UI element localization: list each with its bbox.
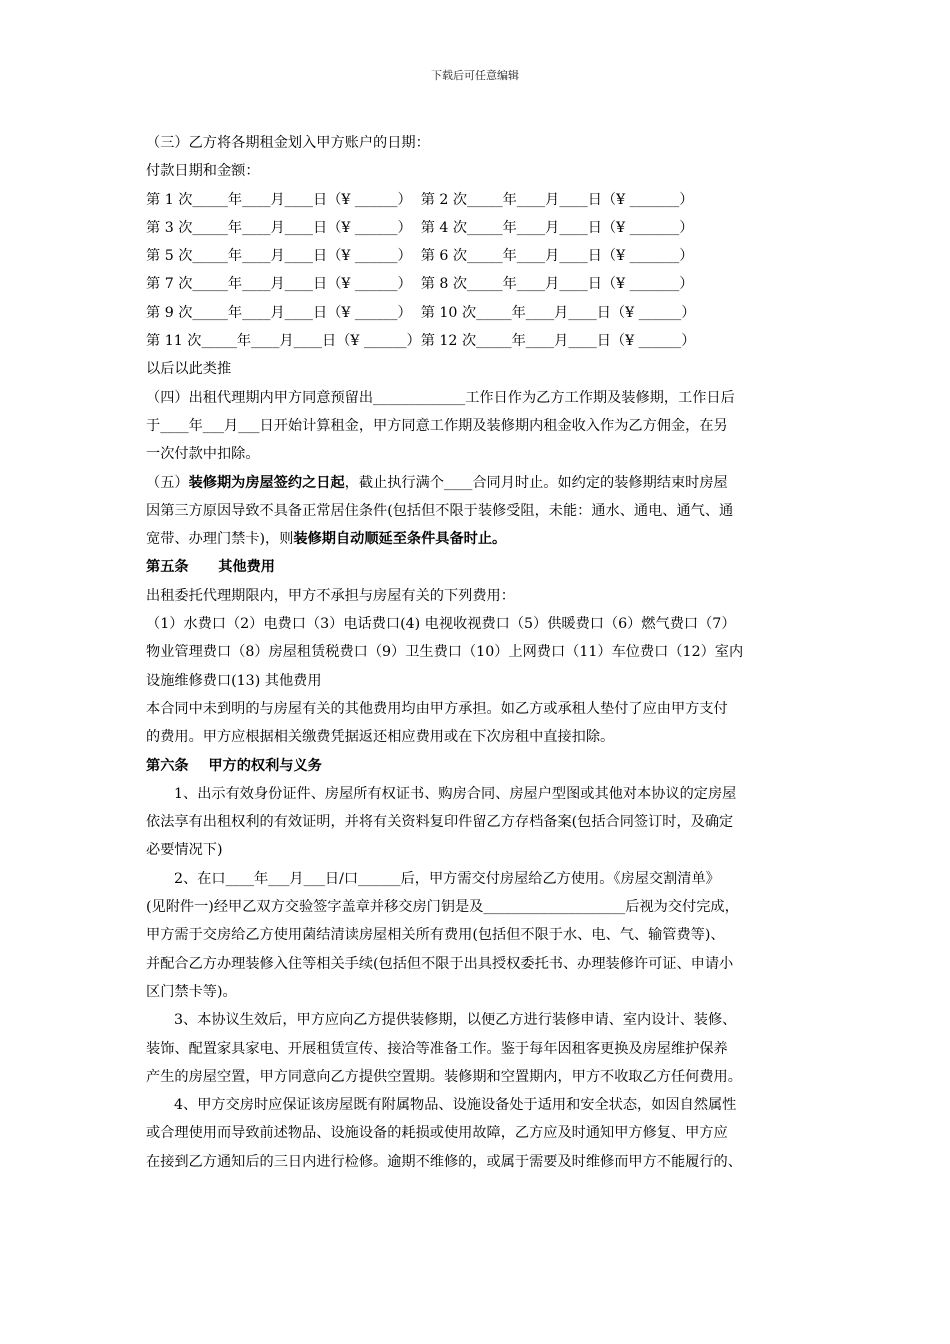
text-line: （1）水费口（2）电费口（3）电话费口(4) 电视收视费口（5）供暖费口（6）燃气费口（7） bbox=[146, 616, 736, 633]
clause-5-prefix: （五） bbox=[146, 474, 189, 491]
clause-5-rest: ，截止执行满个____合同月时止。如约定的装修期结束时房屋 bbox=[344, 474, 728, 491]
text-line: 4、甲方交房时应保证该房屋既有附属物品、设施设备处于适用和安全状态，如因自然属性 bbox=[174, 1097, 737, 1114]
text-line: 并配合乙方办理装修入住等相关手续(包括但不限于出具授权委托书、办理装修许可证、申请小 bbox=[146, 955, 734, 972]
text-line: （三）乙方将各期租金划入甲方账户的日期： bbox=[146, 135, 430, 151]
article-5-heading: 第五条 其他费用 bbox=[146, 559, 275, 576]
page-header: 下载后可任意编辑 bbox=[431, 69, 519, 82]
clause-5-line-3 bbox=[146, 525, 826, 553]
text-line: 甲方需于交房给乙方使用菌结清读房屋相关所有费用(包括但不限于水、电、气、输管费等)、 bbox=[146, 927, 725, 944]
text-line: 付款日期和金额： bbox=[146, 163, 260, 180]
payment-row: 第 3 次_____年____月____日（¥ ______） 第 4 次_____年____月____日（¥ _______） bbox=[146, 219, 694, 236]
text-line: 3、本协议生效后，甲方应向乙方提供装修期，以便乙方进行装修申请、室内设计、装修、 bbox=[174, 1012, 737, 1029]
clause-5-bold: 装修期为房屋签约之日起 bbox=[188, 474, 345, 491]
text-line: 以后以此类推 bbox=[146, 361, 232, 378]
text-line: 的费用。甲方应根据相关缴费凭据返还相应费用或在下次房租中直接扣除。 bbox=[146, 729, 615, 746]
payment-row: 第 11 次_____年____月____日（¥ ______）第 12 次_____年____月____日（¥ ______） bbox=[146, 333, 696, 350]
text-line: 一次付款中扣除。 bbox=[146, 446, 260, 463]
text-line: 必要情况下) bbox=[146, 842, 223, 859]
text-line: 物业管理费口（8）房屋租赁税费口（9）卫生费口（10）上网费口（11）车位费口（12）室内 bbox=[146, 644, 744, 661]
payment-row: 第 1 次_____年____月____日（¥ ______） 第 2 次_____年____月____日（¥ _______） bbox=[146, 191, 694, 208]
text-line: 依法享有出租权利的有效证明，并将有关资料复印件留乙方存档备案(包括合同签订时，及确定 bbox=[146, 814, 734, 831]
text-line: 1、出示有效身份证件、房屋所有权证书、购房合同、房屋户型图或其他对本协议的定房屋 bbox=[174, 785, 737, 802]
text-line: 区门禁卡等)。 bbox=[146, 983, 237, 1000]
document-body bbox=[146, 129, 826, 1176]
text-line: 产生的房屋空置，甲方同意向乙方提供空置期。装修期和空置期内，甲方不收取乙方任何费用。 bbox=[146, 1068, 742, 1085]
text-line: 或合理使用而导致前述物品、设施设备的耗损或使用故障，乙方应及时通知甲方修复、甲方应 bbox=[146, 1125, 728, 1142]
text-line: 本合同中未到明的与房屋有关的其他费用均由甲方承担。如乙方或承租人垫付了应由甲方支付 bbox=[146, 700, 728, 717]
text-line: （四）出租代理期内甲方同意预留出_____________工作日作为乙方工作期及装修期，工作日后 bbox=[146, 389, 735, 406]
payment-row: 第 7 次_____年____月____日（¥ ______） 第 8 次_____年____月____日（¥ _______） bbox=[146, 276, 694, 293]
article-6-heading: 第六条 甲方的权利与义务 bbox=[146, 757, 322, 774]
text-line: 2、在口____年___月___日/口______后，甲方需交付房屋给乙方使用。《房屋交割清单》 bbox=[174, 870, 720, 887]
clause-5-line-3b: 装修期自动顺延至条件具备时止。 bbox=[293, 531, 507, 548]
text-line: 设施维修费口(13) 其他费用 bbox=[146, 672, 322, 689]
payment-row: 第 5 次_____年____月____日（¥ ______） 第 6 次_____年____月____日（¥ _______） bbox=[146, 248, 694, 265]
text-line: 出租委托代理期限内，甲方不承担与房屋有关的下列费用： bbox=[146, 587, 515, 604]
clause-5-line-3a: 宽带、办理门禁卡)，则 bbox=[146, 531, 294, 548]
text-line: 装饰、配置家具家电、开展租赁宣传、接洽等准备工作。鉴于每年因租客更换及房屋维护保养 bbox=[146, 1040, 728, 1057]
text-line: 于____年___月___日开始计算租金，甲方同意工作期及装修期内租金收入作为乙方佣金，在另 bbox=[146, 417, 728, 434]
text-line: (见附件一)经甲乙双方交验签字盖章并移交房门钥是及____________________后视为交付完成， bbox=[146, 899, 739, 916]
payment-row: 第 9 次_____年____月____日（¥ ______） 第 10 次_____年____月____日（¥ ______） bbox=[146, 304, 696, 321]
text-line: 在接到乙方通知后的三日内进行检修。逾期不维修的，或属于需要及时维修而甲方不能履行的、 bbox=[146, 1153, 742, 1170]
clause-5-line-2: 因第三方原因导致不具备正常居住条件(包括但不限于装修受阻，未能：通水、通电、通气、通 bbox=[146, 502, 734, 519]
clause-5-line-1 bbox=[146, 469, 826, 497]
